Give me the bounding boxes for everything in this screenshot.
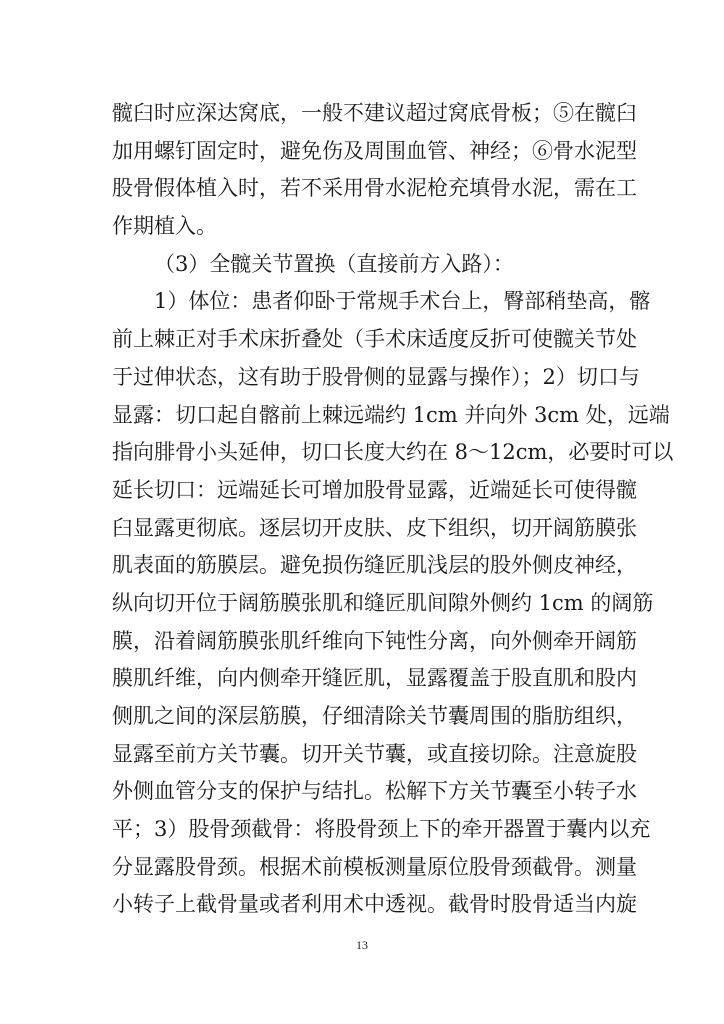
text-line: 髋臼时应深达窝底，一般不建议超过窝底骨板；⑤在髋臼 — [112, 101, 637, 125]
text-line: 纵向切开位于阔筋膜张肌和缝匠肌间隙外侧约 1cm 的阔筋 — [112, 590, 654, 615]
text-line: 于过伸状态，这有助于股骨侧的显露与操作）；2）切口与 — [112, 364, 640, 389]
text-line: 侧肌之间的深层筋膜，仔细清除关节囊周围的脂肪组织， — [112, 704, 637, 728]
text-line: 加用螺钉固定时，避免伤及周围血管、神经；⑥骨水泥型 — [112, 138, 637, 163]
text-line: 平；3）股骨颈截骨：将股骨颈上下的牵开器置于囊内以充 — [112, 817, 651, 842]
text-line: 外侧血管分支的保护与结扎。松解下方关节囊至小转子水 — [112, 779, 637, 804]
text-line: 延长切口：远端延长可增加股骨显露，近端延长可使得髋 — [112, 477, 637, 502]
text-line: 1）体位：患者仰卧于常规手术台上，臀部稍垫高，髂 — [154, 289, 651, 314]
text-line: 指向腓骨小头延伸，切口长度大约在 8～12cm，必要时可以 — [112, 440, 674, 465]
text-line: 小转子上截骨量或者利用术中透视。截骨时股骨适当内旋 — [112, 892, 637, 917]
text-line: 作期植入。 — [112, 214, 217, 239]
text-line: 前上棘正对手术床折叠处（手术床适度反折可使髋关节处 — [112, 327, 637, 352]
text-line: 显露：切口起自髂前上棘远端约 1cm 并向外 3cm 处，远端 — [112, 402, 670, 427]
text-line: 股骨假体植入时，若不采用骨水泥枪充填骨水泥，需在工 — [112, 176, 637, 201]
text-line: 分显露股骨颈。根据术前模板测量原位股骨颈截骨。测量 — [112, 854, 637, 879]
page-number: 13 — [356, 938, 368, 952]
text-line: （3）全髋关节置换（直接前方入路）： — [154, 251, 514, 276]
text-line: 显露至前方关节囊。切开关节囊，或直接切除。注意旋股 — [112, 741, 637, 766]
text-line: 膜，沿着阔筋膜张肌纤维向下钝性分离，向外侧牵开阔筋 — [112, 628, 637, 653]
body-text — [112, 95, 674, 924]
text-line: 肌表面的筋膜层。避免损伤缝匠肌浅层的股外侧皮神经， — [112, 553, 637, 578]
text-line: 膜肌纤维，向内侧牵开缝匠肌，显露覆盖于股直肌和股内 — [112, 666, 637, 691]
text-line: 臼显露更彻底。逐层切开皮肤、皮下组织，切开阔筋膜张 — [112, 515, 637, 540]
